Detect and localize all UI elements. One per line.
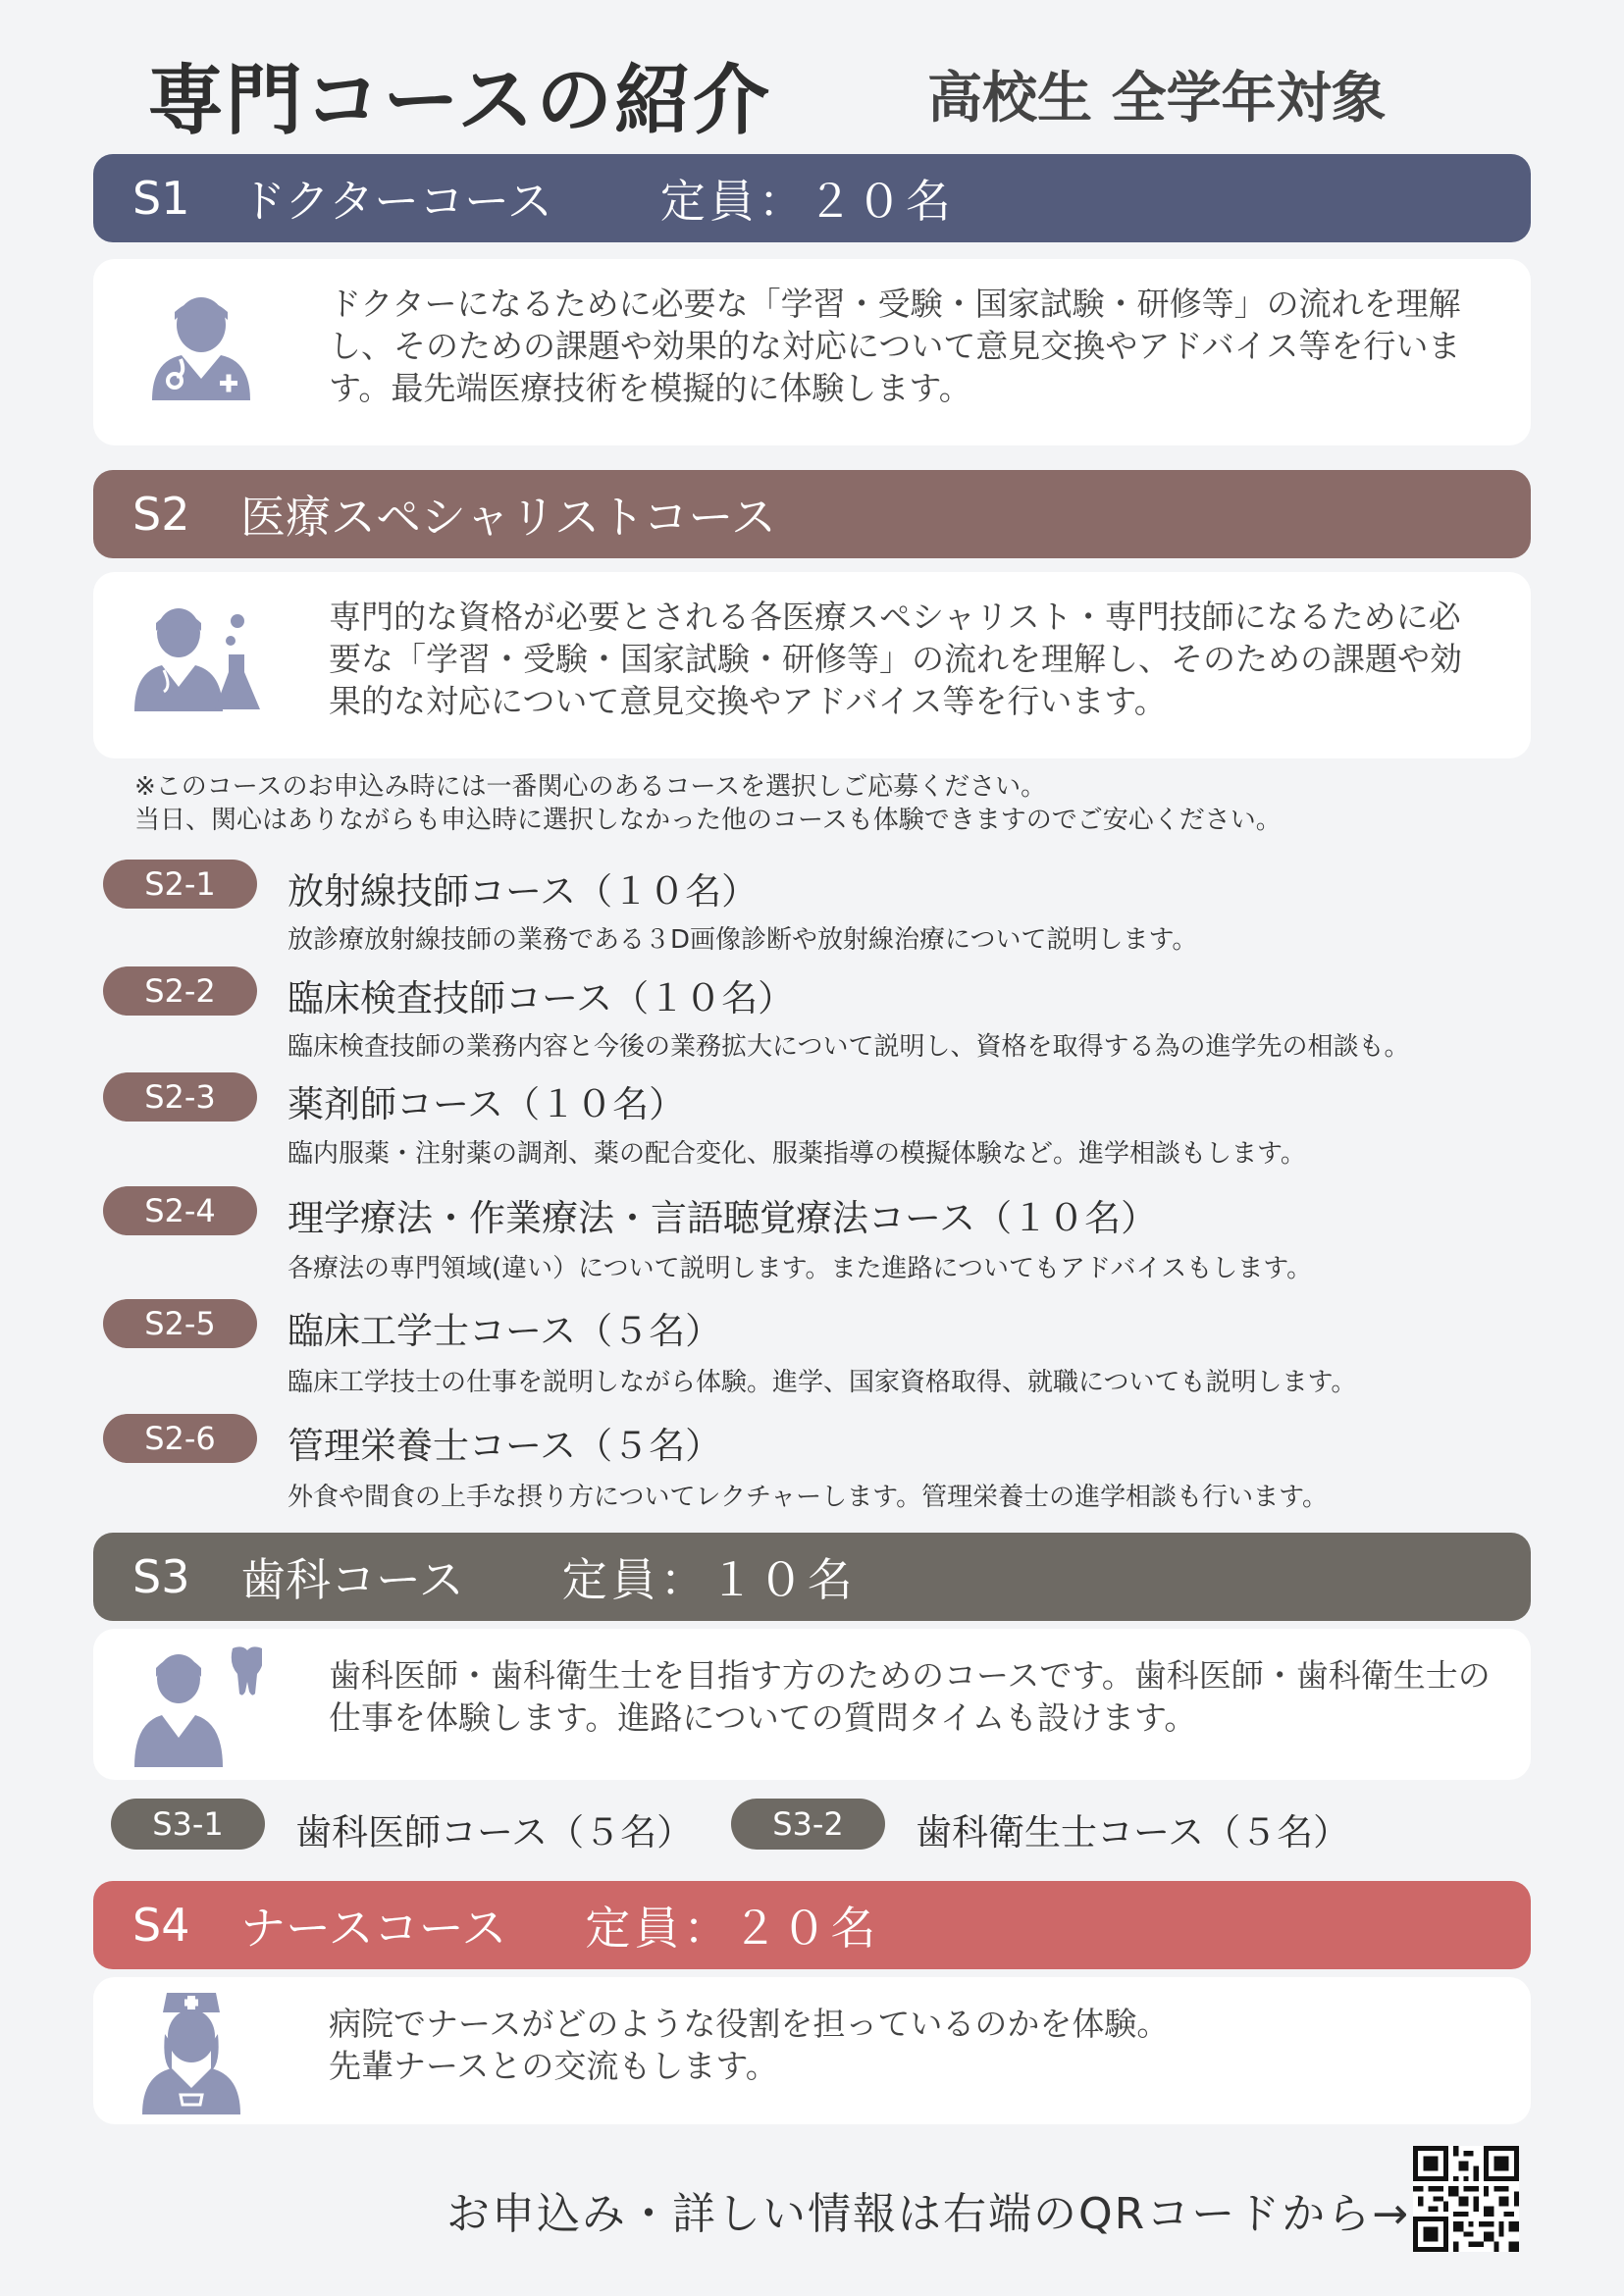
s3-1-title: 歯科医師コース（５名） — [295, 1811, 694, 1853]
s1-name: ドクターコース — [240, 175, 552, 228]
s3-header-bar — [93, 1533, 1531, 1621]
s3-1-badge: S3-1 — [111, 1799, 265, 1850]
s1-code: S1 — [132, 172, 190, 225]
s2-6-badge: S2-6 — [103, 1414, 257, 1463]
s4-code: S4 — [132, 1899, 190, 1952]
s2-4-badge: S2-4 — [103, 1186, 257, 1235]
footer-cta: お申込み・詳しい情報は右端のQRコードから→ — [446, 2189, 1411, 2239]
lab-technician-icon — [134, 603, 262, 721]
s2-6-desc: 外食や間食の上手な摂り方についてレクチャーします。管理栄養士の進学相談も行います。 — [288, 1483, 1329, 1512]
s2-3-desc: 臨内服薬・注射薬の調剤、薬の配合変化、服薬指導の模擬体験など。進学相談もします。 — [288, 1139, 1306, 1169]
s2-name: 医療スペシャリストコース — [240, 491, 777, 544]
page-title: 専門コースの紹介 — [147, 57, 772, 145]
s1-description: ドクターになるために必要な「学習・受験・国家試験・研修等」の流れを理解し、そのための課題や効果的な対応について意見交換やアドバイス等を行います。最先端医療技術を模擬的に体験します。 — [329, 285, 1461, 407]
s2-3-badge: S2-3 — [103, 1072, 257, 1122]
s4-name: ナースコース — [240, 1902, 507, 1955]
s1-capacity: 定員：２０名 — [659, 175, 955, 228]
qr-code-icon[interactable] — [1413, 2146, 1519, 2252]
s3-2-badge: S3-2 — [731, 1799, 885, 1850]
s2-card — [93, 572, 1531, 758]
s2-1-desc: 放診療放射線技師の業務である３D画像診断や放射線治療について説明します。 — [288, 925, 1198, 955]
s1-card — [93, 259, 1531, 445]
s2-1-badge: S2-1 — [103, 860, 257, 909]
s4-description — [329, 2003, 1492, 2087]
s4-header-bar — [93, 1881, 1531, 1969]
s2-code: S2 — [132, 488, 190, 541]
s3-2-title: 歯科衛生士コース（５名） — [916, 1811, 1350, 1853]
s2-note — [134, 770, 1282, 837]
dentist-tooth-icon — [134, 1644, 262, 1772]
s4-card — [93, 1977, 1531, 2124]
s3-code: S3 — [132, 1550, 190, 1603]
s2-6-title: 管理栄養士コース（５名） — [288, 1425, 722, 1467]
s3-description: 歯科医師・歯科衛生士を目指す方のためのコースです。歯科医師・歯科衛生士の仕事を体験します。進路についての質問タイムも設けます。 — [329, 1656, 1491, 1737]
s2-note-line1: ※このコースのお申込み時には一番関心のあるコースを選択しご応募ください。 — [134, 772, 1047, 802]
s1-header-bar — [93, 154, 1531, 242]
s2-description: 専門的な資格が必要とされる各医療スペシャリスト・専門技師になるために必要な「学習・受験・国家試験・研修等」の流れを理解し、そのための課題や効果的な対応について意見交換やアドバイス等を行います。 — [329, 598, 1462, 720]
s2-4-title: 理学療法・作業療法・言語聴覚療法コース（１０名） — [288, 1197, 1158, 1239]
s2-5-desc: 臨床工学技士の仕事を説明しながら体験。進学、国家資格取得、就職についても説明します。 — [288, 1368, 1357, 1397]
doctor-icon — [147, 290, 255, 408]
nurse-icon — [137, 1985, 245, 2117]
s4-desc-line2: 先輩ナースとの交流もします。 — [329, 2047, 778, 2085]
s4-capacity: 定員：２０名 — [585, 1902, 880, 1955]
s2-note-line2: 当日、関心はありながらも申込時に選択しなかった他のコースも体験できますのでご安心ください。 — [134, 806, 1282, 835]
s2-5-title: 臨床工学士コース（５名） — [288, 1310, 722, 1352]
target-audience: 高校生 全学年対象 — [927, 67, 1387, 130]
s3-name: 歯科コース — [240, 1553, 464, 1606]
s2-1-title: 放射線技師コース（１０名） — [288, 870, 759, 913]
s2-3-title: 薬剤師コース（１０名） — [288, 1083, 686, 1125]
s4-desc-line1: 病院でナースがどのような役割を担っているのかを体験。 — [329, 2005, 1170, 2043]
s3-card — [93, 1629, 1531, 1780]
s2-2-title: 臨床検査技師コース（１０名） — [288, 977, 795, 1019]
s2-4-desc: 各療法の専門領域(違い）について説明します。また進路についてもアドバイスもします。 — [288, 1254, 1313, 1283]
s2-header-bar — [93, 470, 1531, 558]
s2-2-desc: 臨床検査技師の業務内容と今後の業務拡大について説明し、資格を取得する為の進学先の相談も。 — [288, 1032, 1410, 1062]
s2-2-badge: S2-2 — [103, 966, 257, 1016]
s2-5-badge: S2-5 — [103, 1299, 257, 1348]
s3-capacity: 定員：１０名 — [561, 1553, 857, 1606]
